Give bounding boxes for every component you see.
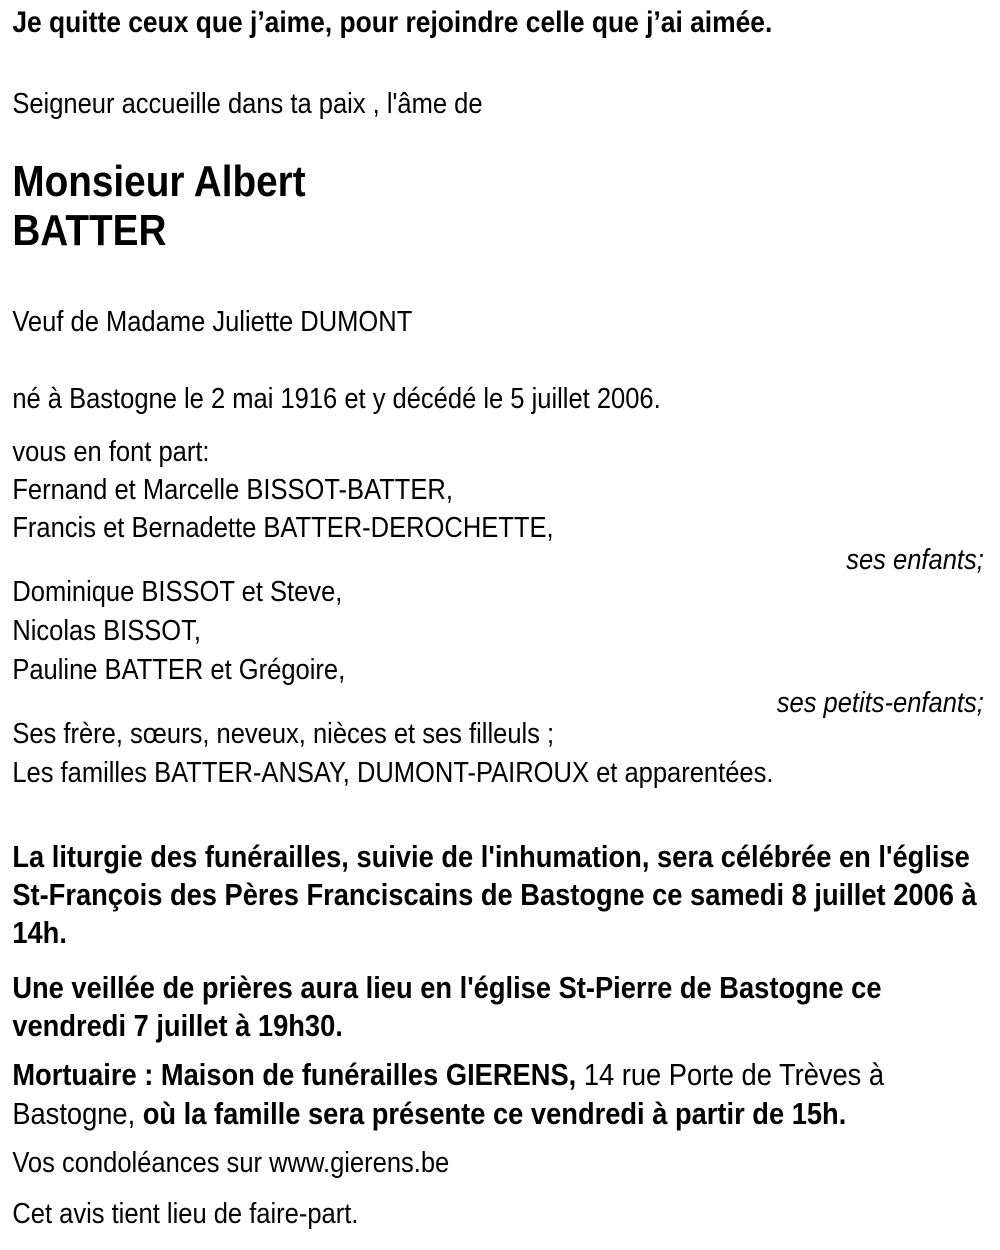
children-line: Francis et Bernadette BATTER-DEROCHETTE, bbox=[12, 512, 554, 544]
mortuary-lead: Mortuaire : Maison de funérailles GIERENS, bbox=[12, 1057, 577, 1092]
grandchildren-label: ses petits-enfants; bbox=[776, 687, 984, 719]
announcement-lead: vous en font part: bbox=[12, 436, 210, 468]
condolences-line: Vos condoléances sur www.gierens.be bbox=[12, 1147, 450, 1179]
closing-line: Cet avis tient lieu de faire-part. bbox=[12, 1198, 359, 1230]
vigil-paragraph: Une veillée de prières aura lieu en l'église St-Pierre de Bastogne ce vendredi 7 juillet à 19h30. bbox=[12, 970, 882, 1043]
relatives-line: Ses frère, sœurs, neveux, nièces et ses filleuls ; bbox=[12, 718, 555, 750]
widower-line: Veuf de Madame Juliette DUMONT bbox=[12, 306, 413, 338]
grandchild-line: Pauline BATTER et Grégoire, bbox=[12, 654, 346, 686]
relatives-group bbox=[12, 715, 988, 793]
deceased-name-line2: BATTER bbox=[12, 206, 167, 255]
funeral-paragraph: La liturgie des funérailles, suivie de l'inhumation, sera célébrée en l'église St-François des Pères Franciscains de Bastogne ce samedi 8 juillet 2006 à 14h. bbox=[12, 839, 977, 950]
families-line: Les familles BATTER-ANSAY, DUMONT-PAIROUX et apparentées. bbox=[12, 757, 774, 789]
announcement-children-group bbox=[12, 433, 988, 547]
children-line: Fernand et Marcelle BISSOT-BATTER, bbox=[12, 474, 453, 506]
deceased-name-line1: Monsieur Albert bbox=[12, 157, 306, 206]
mortuary-address: 14 rue Porte de Trèves à Bastogne, bbox=[12, 1057, 885, 1131]
mortuary-paragraph bbox=[12, 1055, 988, 1133]
obituary-quote: Je quitte ceux que j’aime, pour rejoindre celle que j’ai aimée. bbox=[12, 6, 773, 39]
deceased-name bbox=[12, 157, 988, 255]
grandchild-line: Dominique BISSOT et Steve, bbox=[12, 576, 343, 608]
children-label: ses enfants; bbox=[846, 544, 984, 576]
obituary-intro: Seigneur accueille dans ta paix , l'âme de bbox=[12, 88, 483, 120]
grandchild-line: Nicolas BISSOT, bbox=[12, 615, 201, 647]
announcement-grandchildren-group bbox=[12, 573, 988, 690]
birth-death-line: né à Bastogne le 2 mai 1916 et y décédé le 5 juillet 2006. bbox=[12, 383, 661, 415]
mortuary-tail: où la famille sera présente ce vendredi à partir de 15h. bbox=[142, 1096, 847, 1131]
